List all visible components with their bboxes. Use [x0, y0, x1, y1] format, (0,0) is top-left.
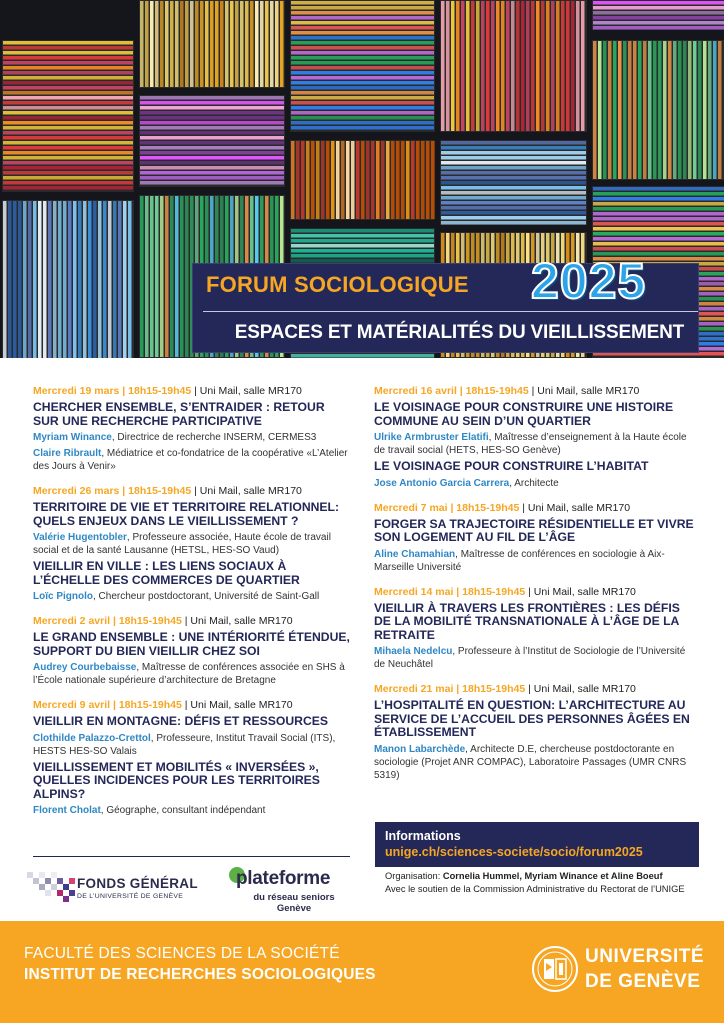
speaker-line — [374, 548, 699, 574]
speaker-role: , Maîtresse de conférences en sociologie à Aix-Marseille Université — [374, 548, 665, 573]
speaker-line — [33, 661, 351, 687]
speaker-name: Valérie Hugentobler — [33, 532, 127, 543]
speaker-name: Audrey Courbebaisse — [33, 662, 137, 673]
textile-square — [592, 0, 724, 30]
speaker-role: , Professeure, Institut Travail Social (ITS), HESTS HES-SO Valais — [33, 732, 336, 757]
speaker-line — [33, 431, 351, 444]
fonds-subtitle: DE L’UNIVERSITÉ DE GENÈVE — [77, 893, 184, 900]
speaker-name: Manon Labarchède — [374, 743, 466, 755]
textile-square — [2, 40, 134, 192]
talk-title: LE VOISINAGE POUR CONSTRUIRE L’HABITAT — [374, 459, 649, 473]
speaker-name: Aline Chamahian — [374, 548, 456, 560]
talk-title: LE VOISINAGE POUR CONSTRUIRE UNE HISTOIRE COMMUNE AU SEIN D’UN QUARTIER — [374, 400, 674, 428]
speaker-role: , Architecte — [509, 477, 559, 489]
session-date: Mercredi 19 mars | 18h15-19h45 — [33, 385, 192, 397]
title-box — [192, 253, 699, 353]
session-location: | Uni Mail, salle MR170 — [531, 385, 640, 397]
info-box — [375, 822, 699, 867]
session-block — [374, 385, 699, 490]
speaker-name: Ulrike Armbruster Elatifi — [374, 432, 489, 443]
talk-title: TERRITOIRE DE VIE ET TERRITOIRE RELATIONNEL: QUELS ENJEUX DANS LE VIEILLISSEMENT ? — [33, 500, 340, 528]
session-location: | Uni Mail, salle MR170 — [194, 485, 302, 497]
title-divider — [203, 311, 698, 312]
speaker-role: , Maîtresse d’enseignement à la Haute école de travail social (HETS, HES-SO Genève) — [374, 432, 687, 456]
speaker-line — [374, 477, 699, 490]
session-location: | Uni Mail, salle MR170 — [522, 501, 631, 514]
speaker-line — [374, 645, 699, 671]
speaker-role: , Directrice de recherche INSERM, CERMES3 — [111, 432, 317, 443]
speaker-line — [33, 447, 351, 473]
session-date-line — [374, 586, 699, 599]
session-block — [33, 485, 351, 603]
session-date-line — [33, 485, 351, 498]
session-location: | Uni Mail, salle MR170 — [194, 385, 302, 397]
textile-square — [440, 0, 587, 132]
speaker-name: Mihaela Nedelcu — [374, 646, 453, 657]
fonds-title: FONDS GÉNÉRAL — [77, 876, 198, 891]
session-location: | Uni Mail, salle MR170 — [528, 683, 636, 695]
session-date: Mercredi 16 avril | 18h15-19h45 — [374, 385, 529, 397]
session-date: Mercredi 9 avril | 18h15-19h45 — [33, 699, 182, 711]
faculty-name: FACULTÉ DES SCIENCES DE LA SOCIÉTÉ — [24, 945, 340, 962]
speaker-name: Myriam Winance — [33, 432, 112, 443]
session-block — [374, 683, 699, 782]
textile-square — [290, 0, 435, 132]
session-date-line — [33, 615, 351, 628]
session-date-line — [33, 699, 351, 712]
university-name-line1: UNIVERSITÉ — [585, 946, 705, 967]
textile-square — [2, 200, 134, 358]
speaker-name: Claire Ribrault — [33, 448, 102, 459]
talk-title: CHERCHER ENSEMBLE, S’ENTRAIDER : RETOUR SUR UNE RECHERCHE PARTICIPATIVE — [33, 400, 325, 428]
title-year: 2025 — [531, 253, 647, 309]
speaker-line — [33, 804, 351, 817]
session-date: Mercredi 7 mai | 18h15-19h45 — [374, 501, 520, 514]
speaker-role: , Géographe, consultant indépendant — [100, 805, 266, 816]
institute-name: INSTITUT DE RECHERCHES SOCIOLOGIQUES — [24, 966, 376, 983]
organisers: Cornelia Hummel, Myriam Winance et Aline Boeuf — [442, 871, 663, 881]
organisation-text — [385, 870, 705, 896]
session-date-line — [374, 502, 699, 515]
textile-square — [440, 140, 587, 225]
speaker-role: , Professeure à l’Institut de Sociologie de l’Université de Neuchâtel — [374, 646, 686, 670]
speaker-role: , Architecte D.E, chercheuse postdoctorante en sociologie (Projet ANR COMPAC), Laboratoire Passages (UMR CNRS 5319) — [374, 743, 687, 781]
session-location: | Uni Mail, salle MR170 — [528, 585, 636, 598]
footer — [0, 921, 724, 1023]
speaker-name: Clothilde Palazzo-Crettol — [33, 732, 151, 744]
speaker-name: Florent Cholat — [33, 805, 101, 816]
program-column-left — [33, 385, 351, 829]
talk-title: VIEILLIR EN VILLE : LES LIENS SOCIAUX À L’ÉCHELLE DES COMMERCES DE QUARTIER — [33, 559, 300, 587]
session-date-line — [374, 385, 699, 398]
session-date: Mercredi 26 mars | 18h15-19h45 — [33, 485, 192, 497]
textile-square — [592, 40, 724, 180]
pixel-mosaic-icon — [25, 866, 77, 908]
speaker-role: , Médiatrice et co-fondatrice de la coopérative «L’Atelier des Jours à Venir» — [33, 448, 348, 472]
speaker-role: , Maîtresse de conférences associée en SHS à l’École nationale supérieure d’architecture de Bretagne — [33, 662, 345, 686]
session-location: | Uni Mail, salle MR170 — [184, 699, 293, 711]
info-url-link[interactable]: unige.ch/sciences-societe/socio/forum2025 — [385, 845, 643, 859]
fonds-general-logo — [25, 866, 215, 908]
session-block — [33, 699, 351, 817]
talk-title: VIEILLISSEMENT ET MOBILITÉS « INVERSÉES », QUELLES INCIDENCES POUR LES TERRITOIRES ALPINS? — [33, 759, 320, 801]
speaker-name: Jose Antonio Garcia Carrera — [374, 477, 510, 489]
speaker-line — [33, 590, 351, 603]
speaker-line — [33, 732, 351, 758]
speaker-name: Loïc Pignolo — [33, 591, 93, 602]
session-date: Mercredi 2 avril | 18h15-19h45 — [33, 615, 182, 627]
program-column-right — [374, 385, 699, 794]
session-date: Mercredi 21 mai | 18h15-19h45 — [374, 683, 526, 695]
university-name-line2: DE GENÈVE — [585, 971, 701, 992]
session-block — [33, 385, 351, 473]
page-subtitle: ESPACES ET MATÉRIALITÉS DU VIEILLISSEMENT — [234, 322, 684, 343]
speaker-role: , Professeure associée, Haute école de travail social et de la santé Lausanne (HETSL, HES-SO Vaud) — [33, 532, 331, 556]
logo-divider — [33, 856, 350, 857]
session-block — [374, 586, 699, 672]
session-block — [33, 615, 351, 687]
session-location: | Uni Mail, salle MR170 — [184, 615, 293, 627]
session-date-line — [374, 683, 699, 696]
organisation-label: Organisation: — [385, 871, 443, 881]
talk-title: L’HOSPITALITÉ EN QUESTION: L’ARCHITECTURE AU SERVICE DE L’ACCUEIL DES PERSONNES ÂGÉES EN ÉTABLISSEMENT — [374, 698, 690, 739]
talk-title: VIEILLIR EN MONTAGNE: DÉFIS ET RESSOURCES — [33, 714, 329, 728]
speaker-line — [374, 743, 699, 782]
speaker-line — [33, 531, 351, 557]
textile-square — [139, 0, 285, 88]
session-date-line — [33, 385, 351, 398]
talk-title: VIEILLIR À TRAVERS LES FRONTIÈRES : LES DÉFIS DE LA MOBILITÉ TRANSNATIONALE À L’ÂGE DE LA RETRAITE — [374, 600, 680, 642]
page-title: FORUM SOCIOLOGIQUE — [206, 272, 469, 297]
plateforme-title: plateforme — [236, 868, 331, 889]
textile-square — [290, 140, 435, 220]
support-text: Avec le soutien de la Commission Administrative du Rectorat de l’UNIGE — [385, 884, 685, 894]
textile-square — [139, 95, 285, 187]
talk-title: FORGER SA TRAJECTOIRE RÉSIDENTIELLE ET VIVRE SON LOGEMENT AU FIL DE L’ÂGE — [374, 516, 694, 544]
unige-seal-icon — [531, 945, 579, 993]
session-block — [374, 502, 699, 574]
hero-image — [0, 0, 724, 358]
talk-title: LE GRAND ENSEMBLE : UNE INTÉRIORITÉ ÉTENDUE, SUPPORT DU BIEN VIEILLIR CHEZ SOI — [33, 630, 350, 658]
session-date: Mercredi 14 mai | 18h15-19h45 — [374, 585, 526, 598]
plateforme-line2: Genève — [276, 903, 312, 914]
plateforme-logo — [228, 865, 358, 920]
speaker-line — [374, 431, 699, 457]
info-heading: Informations — [385, 829, 461, 843]
plateforme-line1: du réseau seniors — [253, 892, 335, 903]
speaker-role: , Chercheur postdoctorant, Université de Saint-Gall — [93, 591, 320, 602]
